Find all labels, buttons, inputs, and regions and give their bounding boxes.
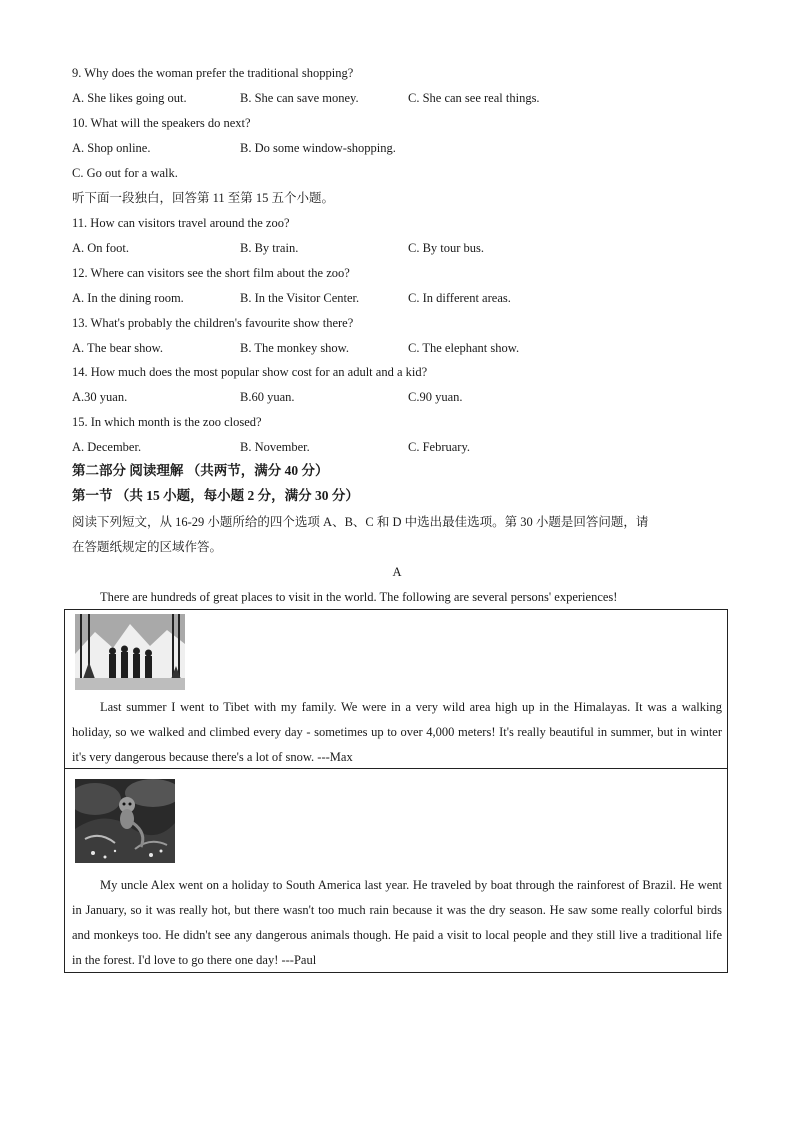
option-b: B. She can save money. [240, 91, 359, 105]
passage-label: A [392, 565, 402, 579]
question-10-options [72, 140, 732, 156]
question-11-options [72, 240, 732, 256]
option-c: C. She can see real things. [408, 91, 540, 105]
question-9: 9. Why does the woman prefer the traditional shopping? [72, 66, 354, 80]
question-11: 11. How can visitors travel around the zoo? [72, 216, 290, 230]
instructions-line-1: 阅读下列短文，从 16-29 小题所给的四个选项 A、B、C 和 D 中选出最佳选项。第 30 小题是回答问题，请 [72, 515, 649, 529]
question-12: 12. Where can visitors see the short film about the zoo? [72, 266, 350, 280]
option-b: B. Do some window-shopping. [240, 141, 396, 155]
experience-box-paul [64, 768, 728, 973]
monologue-instruction: 听下面一段独白，回答第 11 至第 15 五个小题。 [72, 191, 335, 205]
option-c: C. In different areas. [408, 291, 511, 305]
experience-text-paul: My uncle Alex went on a holiday to South America last year. He traveled by boat through the rainforest of Brazil. He went in January, so it was really hot, but there wasn't too much rain because it was the dry season. He saw some really colorful birds and monkeys too. He didn't see any dangerous animals though. He paid a visit to local people and they still live a traditional life in the forest. I'd love to go there one day! ---Paul [72, 878, 722, 967]
question-14: 14. How much does the most popular show cost for an adult and a kid? [72, 365, 428, 379]
option-a: A. She likes going out. [72, 91, 187, 105]
experience-box-max [64, 609, 728, 769]
option-b: B.60 yuan. [240, 390, 295, 404]
section1-heading: 第一节 （共 15 小题，每小题 2 分，满分 30 分） [72, 488, 359, 503]
question-12-options [72, 290, 732, 306]
experience-text-max: Last summer I went to Tibet with my family. We were in a very wild area high up in the Himalayas. It was a walking holiday, so we walked and climbed every day - sometimes up to over 4,000 meters! It's really beautiful in summer, but in winter it's very dangerous because there's a lot of snow. ---Max [72, 700, 722, 764]
option-a: A. Shop online. [72, 141, 151, 155]
question-10-option-c: C. Go out for a walk. [72, 166, 178, 180]
option-b: B. By train. [240, 241, 299, 255]
question-15: 15. In which month is the zoo closed? [72, 415, 262, 429]
part2-heading: 第二部分 阅读理解 （共两节，满分 40 分） [72, 463, 329, 478]
question-13-options [72, 340, 732, 356]
option-a: A. December. [72, 440, 142, 454]
option-b: B. In the Visitor Center. [240, 291, 360, 305]
question-10: 10. What will the speakers do next? [72, 116, 251, 130]
question-14-options [72, 389, 732, 405]
mountain-hikers-photo [75, 614, 185, 690]
question-13: 13. What's probably the children's favourite show there? [72, 316, 354, 330]
question-15-options [72, 439, 732, 455]
option-c: C.90 yuan. [408, 390, 463, 404]
question-9-options [72, 90, 732, 106]
option-a: A.30 yuan. [72, 390, 128, 404]
option-a: A. In the dining room. [72, 291, 184, 305]
passage-intro: There are hundreds of great places to visit in the world. The following are several persons' experiences! [100, 590, 618, 604]
option-b: B. The monkey show. [240, 341, 350, 355]
option-c: C. By tour bus. [408, 241, 485, 255]
option-c: C. The elephant show. [408, 341, 520, 355]
instructions-line-2: 在答题纸规定的区域作答。 [72, 540, 223, 554]
rainforest-monkey-photo [75, 779, 175, 863]
option-a: A. The bear show. [72, 341, 163, 355]
option-b: B. November. [240, 440, 310, 454]
option-c: C. February. [408, 440, 471, 454]
option-a: A. On foot. [72, 241, 129, 255]
